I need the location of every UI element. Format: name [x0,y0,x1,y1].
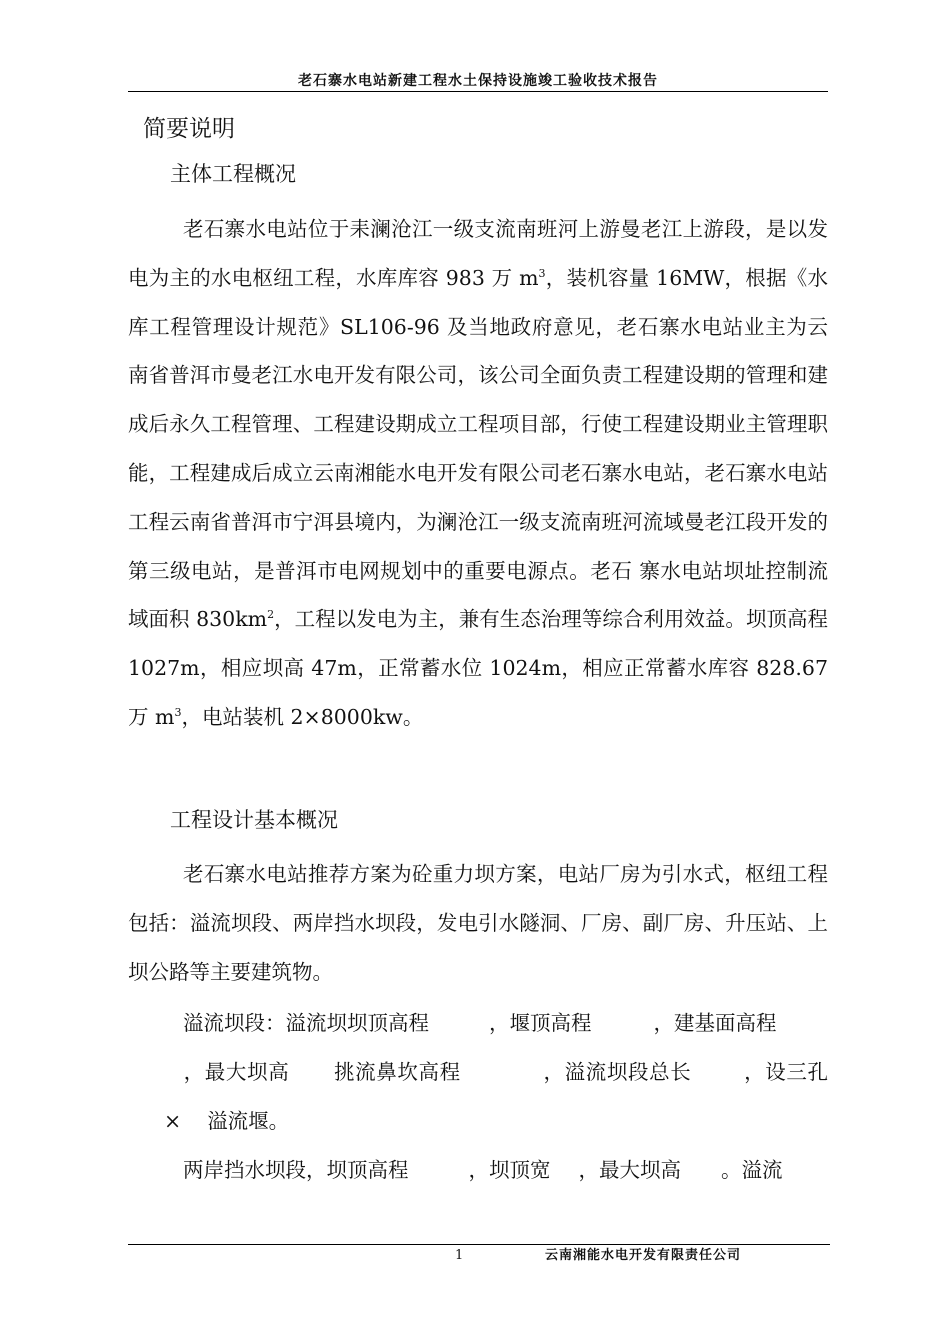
para-text: 溢流坝段：溢流坝坝顶高程 [183,1011,429,1035]
header-title: 老石寨水电站新建工程水土保持设施竣工验收技术报告 [298,73,658,89]
superscript: 3 [174,706,182,720]
footer-organization: 云南湘能水电开发有限责任公司 [545,1248,742,1263]
para-text: 挑流鼻坎高程 [333,1059,461,1084]
para-text: ，堰顶高程 [489,1011,592,1035]
banks-paragraph [128,1146,828,1195]
design-heading: 工程设计基本概况 [170,808,338,832]
design-paragraph: 老石寨水电站推荐方案为砼重力坝方案，电站厂房为引水式，枢纽工程包括：溢流坝段、两岸挡水坝段，发电引水隧洞、厂房、副厂房、升压站、上坝公路等主要建筑物。 [128,862,828,984]
para-text: ，最大坝高 [578,1158,681,1182]
section-title: 简要说明 [143,116,235,142]
para-text: × [164,1108,182,1133]
page-number: 1 [455,1248,464,1263]
spillway-paragraph [128,999,828,1145]
main-project-paragraph [128,205,828,742]
para-text: 两岸挡水坝段，坝顶高程 [183,1158,409,1182]
para-text: ，电站装机 2×8000kw。 [181,704,424,729]
para-text: ，溢流坝段总长 [542,1059,692,1084]
para-text: ，建基面高程 [653,1011,777,1035]
para-text: ，设三孔 [743,1059,829,1084]
para-text: ，坝顶宽 [468,1158,551,1182]
main-project-heading: 主体工程概况 [170,162,296,186]
para-text: ，最大坝高 [183,1059,290,1084]
para-text: 溢流堰。 [207,1108,290,1133]
para-text: 。溢流 [721,1158,783,1182]
para-text: 老石寨水电站位于耒澜沧江一级支流南班河上游曼老江上游段，是以发电为主的水电枢纽工程，水库库容 983 万 m [128,217,828,290]
header-divider [128,91,828,92]
para-text: ，装机容量 16MW，根据《水库工程管理设计规范》SL106-96 及当地政府意见，老石寨水电站业主为云南省普洱市曼老江水电开发有限公司，该公司全面负责工程建设期的管理和建成后永久工程管理、工程建设期成立工程项目部，行使工程建设期业主管理职能，工程建成后成立云南湘能水电开发有限公司老石寨水电站，老石寨水电站工程云南省普洱市宁洱县境内，为澜沧江一级支流南班河流域曼老江段开发的第三级电站，是普洱市电网规划中的重要电源点。老石 寨水电站坝址控制流域面积 830km [128,265,828,632]
para-text: ，工程以发电为主，兼有生态治理等综合利用效益。坝顶高程 1027m，相应坝高 47m，正常蓄水位 1024m，相应正常蓄水库容 828.67 万 m [128,607,828,729]
superscript: 3 [538,266,546,280]
superscript: 2 [267,608,275,622]
